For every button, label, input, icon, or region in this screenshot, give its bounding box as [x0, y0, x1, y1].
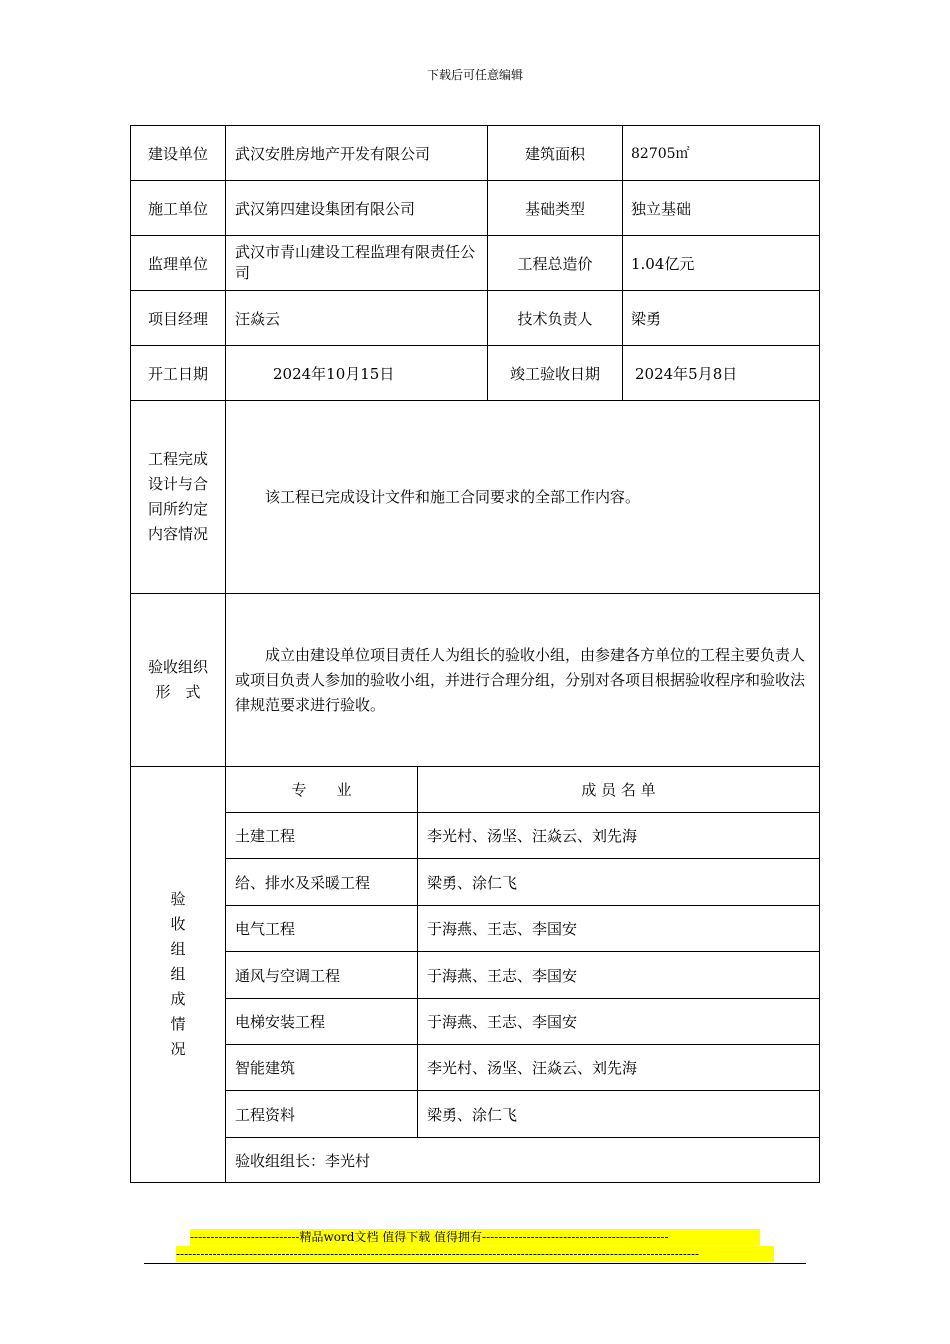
value-start-date: 2024年10月15日 — [273, 364, 395, 383]
members-cell: 于海燕、王志、李国安 — [427, 966, 578, 985]
members-cell: 于海燕、王志、李国安 — [427, 920, 578, 938]
members-cell: 李光村、汤坚、汪焱云、刘先海 — [427, 827, 638, 845]
composition-label — [131, 767, 225, 1182]
completion-label-line: 内容情况 — [147, 525, 208, 543]
label-start-date: 开工日期 — [147, 364, 208, 383]
members-cell: 梁勇、涂仁飞 — [427, 873, 518, 892]
completion-label-line: 设计与合 — [147, 475, 208, 493]
footer-rule — [144, 1263, 806, 1264]
label-foundation-type: 基础类型 — [524, 199, 585, 218]
completion-label-line: 工程完成 — [147, 450, 208, 468]
specialty-cell: 智能建筑 — [235, 1059, 296, 1077]
label-builder-unit: 施工单位 — [147, 199, 208, 218]
organization-label-line: 验收组织 — [147, 658, 208, 676]
completion-text-cell — [235, 401, 815, 593]
value-total-cost: 1.04亿元 — [631, 254, 695, 273]
specialty-cell: 给、排水及采暖工程 — [235, 873, 371, 892]
composition-label-char: 验 — [170, 890, 186, 908]
organization-label — [131, 594, 225, 766]
label-technical-lead: 技术负责人 — [517, 309, 593, 328]
value-technical-lead: 梁勇 — [631, 309, 662, 328]
label-construction-unit: 建设单位 — [147, 144, 208, 163]
footer-line-2: --------------------------------------------------------------------------------------------------------------------------------- — [176, 1246, 774, 1262]
label-completion-date: 竣工验收日期 — [509, 364, 600, 383]
completion-label — [131, 401, 225, 593]
footer-line-1: ---------------------------精品word文档 值得下载 值得拥有---------------------------------------------- — [190, 1229, 760, 1245]
specialty-cell: 电梯安装工程 — [235, 1013, 326, 1031]
composition-label-char: 组 — [170, 965, 186, 983]
composition-label-char: 组 — [170, 940, 186, 958]
value-construction-unit: 武汉安胜房地产开发有限公司 — [235, 144, 431, 163]
value-supervision-unit: 武汉市青山建设工程监理有限责任公司 — [235, 243, 476, 282]
specialty-cell: 土建工程 — [235, 827, 296, 845]
organization-text: 成立由建设单位项目责任人为组长的验收小组，由参建各方单位的工程主要负责人或项目负责人参加的验收小组，并进行合理分组，分别对各项目根据验收程序和验收法律规范要求进行验收。 — [235, 645, 806, 714]
label-building-area: 建筑面积 — [524, 144, 585, 163]
header-members: 成 员 名 单 — [581, 781, 656, 799]
specialty-cell: 电气工程 — [235, 920, 296, 938]
composition-label-char: 收 — [170, 915, 186, 933]
label-supervision-unit: 监理单位 — [147, 254, 208, 273]
composition-label-char: 情 — [170, 1015, 186, 1033]
label-total-cost: 工程总造价 — [517, 254, 593, 273]
specialty-cell: 通风与空调工程 — [235, 966, 341, 985]
value-completion-date: 2024年5月8日 — [635, 364, 738, 383]
value-foundation-type: 独立基础 — [631, 199, 692, 218]
value-builder-unit: 武汉第四建设集团有限公司 — [235, 199, 416, 218]
organization-text-cell — [235, 594, 813, 766]
specialty-cell: 工程资料 — [235, 1105, 296, 1124]
acceptance-table — [130, 125, 820, 1183]
completion-text: 该工程已完成设计文件和施工合同要求的全部工作内容。 — [265, 487, 641, 506]
members-cell: 梁勇、涂仁飞 — [427, 1105, 518, 1124]
members-cell: 李光村、汤坚、汪焱云、刘先海 — [427, 1059, 638, 1077]
organization-label-line: 形 式 — [155, 683, 201, 701]
group-leader: 验收组组长：李光村 — [235, 1151, 371, 1170]
header-note: 下载后可任意编辑 — [426, 68, 523, 82]
members-cell: 于海燕、王志、李国安 — [427, 1013, 578, 1031]
composition-label-char: 成 — [170, 990, 186, 1008]
composition-label-char: 况 — [170, 1040, 186, 1058]
value-project-manager: 汪焱云 — [235, 309, 281, 328]
header-specialty: 专 业 — [291, 781, 352, 799]
value-building-area: 82705㎡ — [631, 146, 690, 162]
label-project-manager: 项目经理 — [147, 309, 208, 328]
completion-label-line: 同所约定 — [147, 500, 208, 518]
